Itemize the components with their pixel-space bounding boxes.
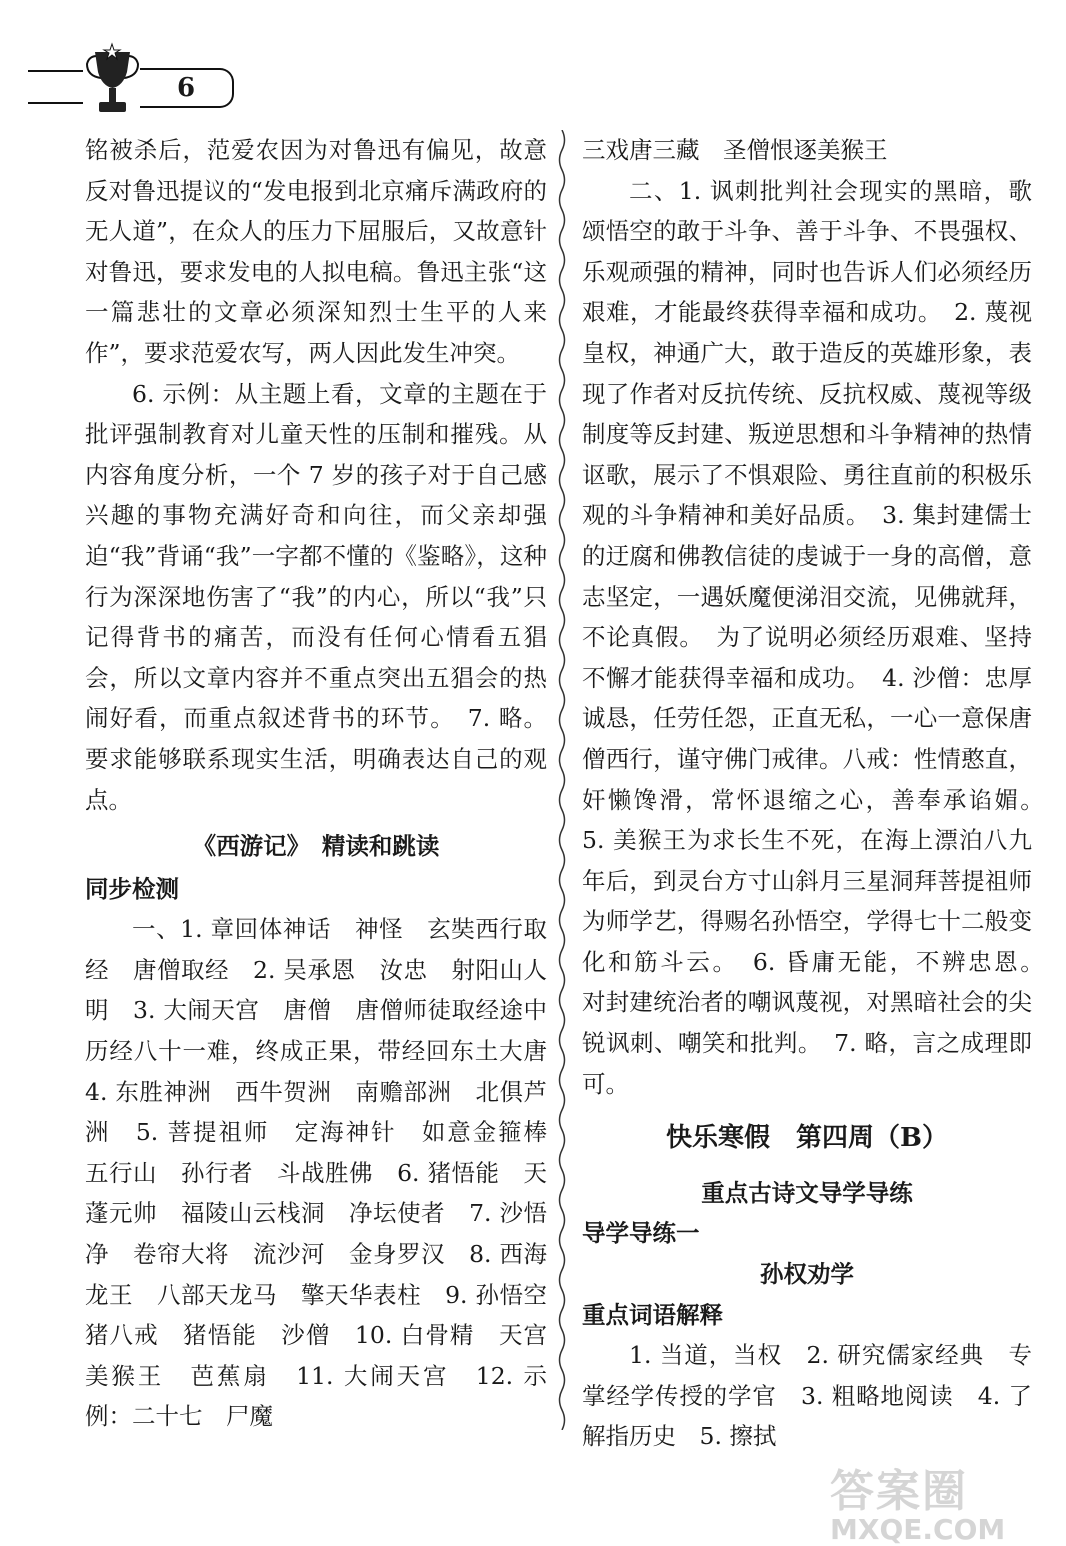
column-divider: [553, 130, 571, 1430]
left-column: [85, 130, 571, 1437]
watermark-text: 答案圈: [830, 1466, 968, 1517]
paragraph: 铭被杀后，范爱农因为对鲁迅有偏见，故意反对鲁迅提议的“发电报到北京痛斥满政府的无人道”，在众人的压力下屈服后，又故意针对鲁迅，要求发电的人拟电稿。鲁迅主张“这一篇悲壮的文章必须深知烈士生平的人来作”，要求范爱农写，两人因此发生冲突。: [85, 136, 547, 367]
page-number: 6: [140, 68, 234, 108]
watermark: [830, 1455, 1060, 1546]
vocab-heading: 重点词语解释: [582, 1300, 723, 1329]
paragraph: 二、1. 讽刺批判社会现实的黑暗，歌颂悟空的敢于斗争、善于斗争、不畏强权、乐观顽强的精神，同时也告诉人们必须经历艰难，才能最终获得幸福和成功。 2. 蔑视皇权，神通广大，敢于造反的英雄形象，表现了作者对反抗传统、反抗权威、蔑视等级制度等反封建、叛逆思想和斗争精神的热情讴歌，展示了不惧艰险、勇往直前的积极乐观的斗争精神和美好品质。 3. 集封建儒士的迂腐和佛教信徒的虔诚于一身的高僧，意志坚定，一遇妖魔便涕泪交流，见佛就拜，不论真假。 为了说明必须经历艰难、坚持不懈才能获得幸福和成功。 4. 沙僧：忠厚诚恳，任劳任怨，正直无私，一心一意保唐僧西行，谨守佛门戒律。八戒：性情憨直，奸懒馋滑，常怀退缩之心，善奉承谄媚。 5. 美猴王为求长生不死，在海上漂泊八九年后，到灵台方寸山斜月三星洞拜菩提祖师为师学艺，得赐名孙悟空，学得七十二般变化和筋斗云。 6. 昏庸无能，不辨忠恩。 对封建统治者的嘲讽蔑视，对黑暗社会的尖锐讽刺、嘲笑和批判。 7. 略，言之成理即可。: [582, 176, 1056, 1098]
right-column: [582, 130, 1056, 1457]
section-title: 重点古诗文导学导练: [701, 1178, 913, 1207]
watermark-text: MXQE.COM: [830, 1513, 1006, 1546]
page-header: [20, 40, 240, 120]
trophy-icon: [75, 42, 150, 120]
paragraph: 1. 当道，当权 2. 研究儒家经典 专掌经学传授的学官 3. 粗略地阅读 4. 了解指历史 5. 擦拭: [582, 1341, 1032, 1451]
subsection-heading: 同步检测: [85, 874, 179, 903]
subsection-heading: 导学导练一: [582, 1219, 700, 1248]
lesson-title: 孙权劝学: [760, 1260, 854, 1289]
week-title: 快乐寒假 第四周（B）: [666, 1123, 948, 1154]
paragraph: 一、1. 章回体神话 神怪 玄奘西行取经 唐僧取经 2. 吴承恩 汝忠 射阳山人 明 3. 大闹天宫 唐僧 唐僧师徒取经途中历经八十一难，终成正果，带经回东土大唐 4. 东胜神洲 西牛贺洲 南赡部洲 北俱芦洲 5. 菩提祖师 定海神针 如意金箍棒 五行山 孙行者 斗战胜佛 6. 猪悟能 天蓬元帅 福陵山云栈洞 净坛使者 7. 沙悟净 卷帘大将 流沙河 金身罗汉 8. 西海龙王 八部天龙马 擎天华表柱 9. 孙悟空 猪八戒 猪悟能 沙僧 10. 白骨精 天宫 美猴王 芭蕉扇 11. 大闹天宫 12. 示例：二十七 尸魔: [85, 915, 571, 1431]
section-title: 《西游记》 精读和跳读: [192, 832, 440, 861]
paragraph: 6. 示例：从主题上看，文章的主题在于批评强制教育对儿童天性的压制和摧残。从内容角度分析，一个 7 岁的孩子对于自己感兴趣的事物充满好奇和向往，而父亲却强迫“我”背诵“我”一字都不懂的《鉴略》，这种行为深深地伤害了“我”的内心，所以“我”只记得背书的痛苦，而没有任何心情看五猖会，所以文章内容并不重点突出五猖会的热闹好看，而重点叙述背书的环节。 7. 略。要求能够联系现实生活，明确表达自己的观点。: [85, 379, 547, 814]
paragraph: 三戏唐三藏 圣僧恨逐美猴王: [582, 136, 888, 164]
